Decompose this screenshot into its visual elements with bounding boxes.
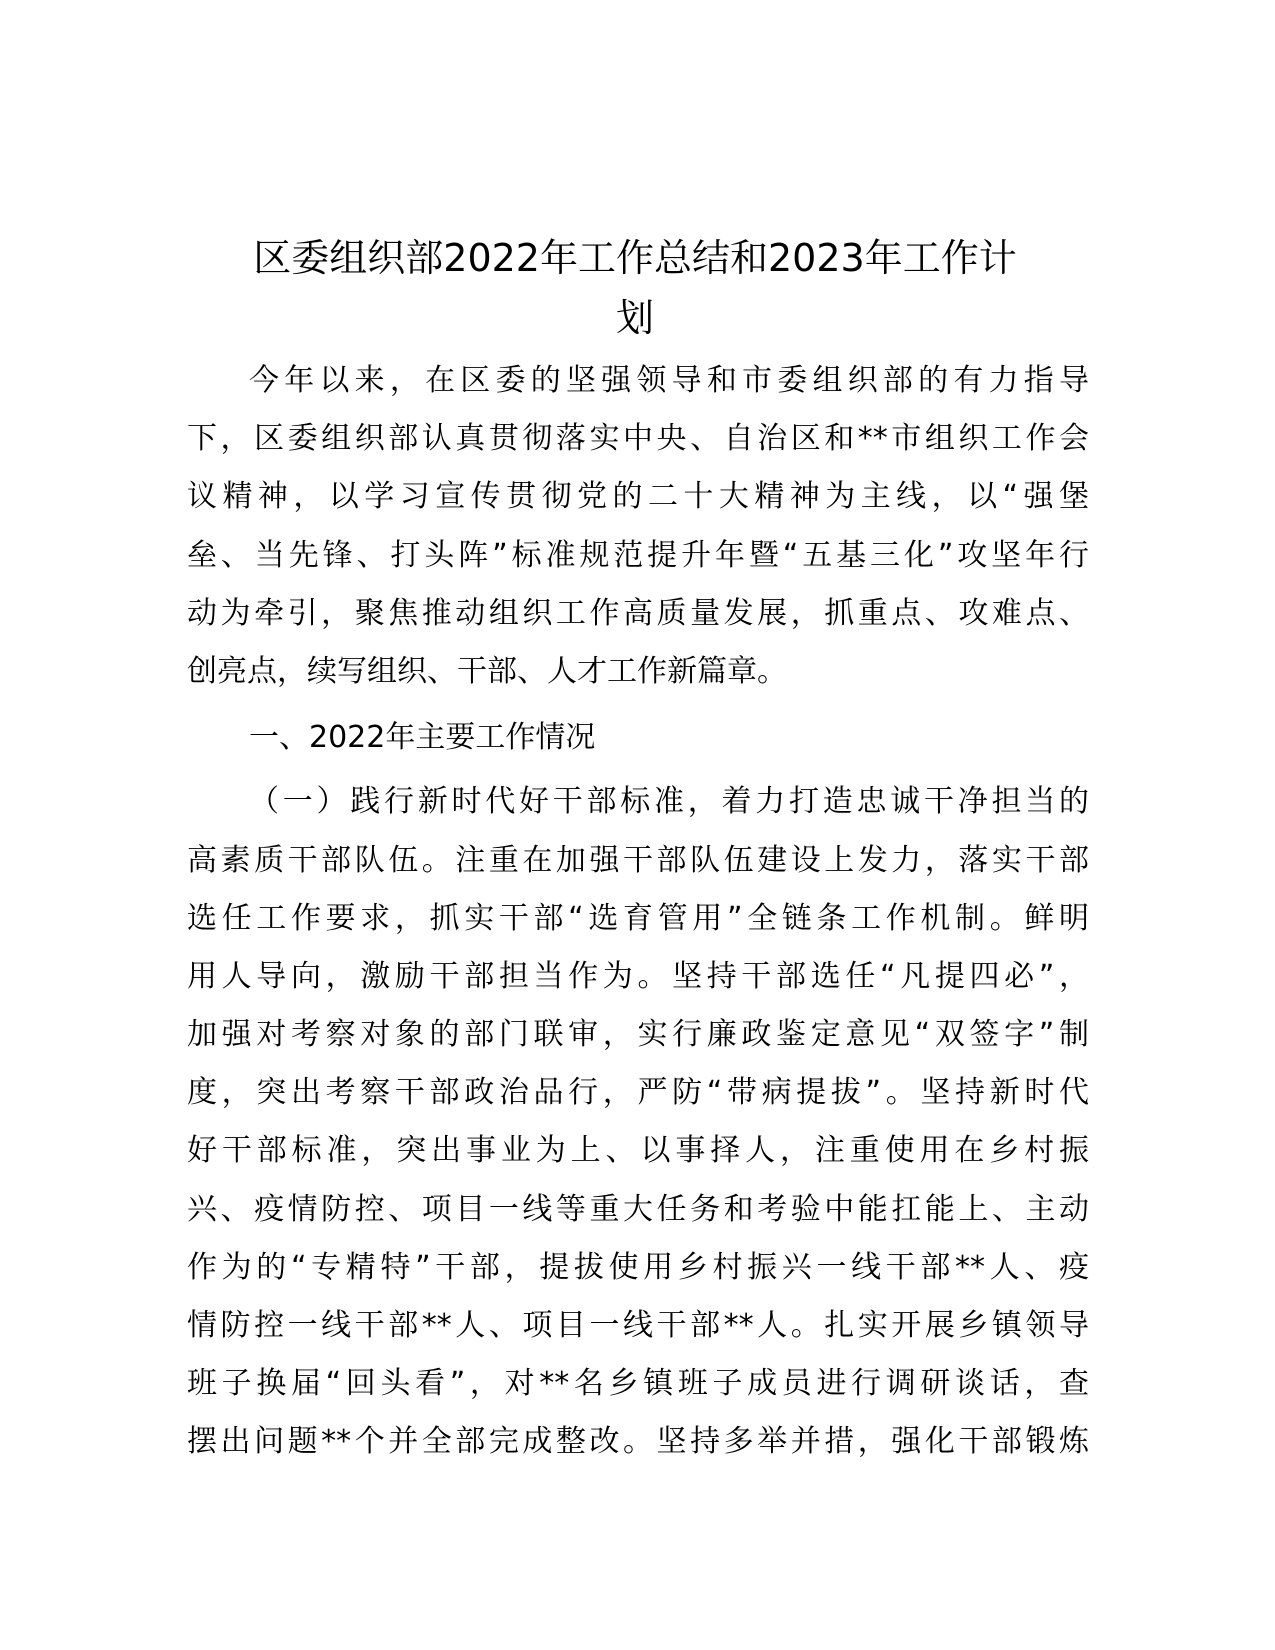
paragraph-line: 好干部标准，突出事业为上、以事择人，注重使用在乡村振 (187, 1133, 1089, 1169)
paragraph-line: 议精神，以学习宣传贯彻党的二十大精神为主线，以“强堡 (187, 479, 1089, 515)
paragraph-line: 摆出问题**个并全部完成整改。坚持多举并措，强化干部锻炼 (187, 1424, 1089, 1460)
title-line: 区委组织部2022年工作总结和2023年工作计 (253, 236, 1017, 280)
paragraph-line: 今年以来，在区委的坚强领导和市委组织部的有力指导 (249, 363, 1089, 398)
document-body (187, 352, 1089, 1472)
paragraph-line: 创亮点，续写组织、干部、人才工作新篇章。 (187, 653, 787, 689)
paragraph-line: 高素质干部队伍。注重在加强干部队伍建设上发力，落实干部 (187, 842, 1089, 878)
paragraph-line: 度，突出考察干部政治品行，严防“带病提拔”。坚持新时代 (187, 1075, 1089, 1111)
paragraph-line: 动为牵引，聚焦推动组织工作高质量发展，抓重点、攻难点、 (187, 595, 1089, 631)
paragraph-line: 垒、当先锋、打头阵”标准规范提升年暨“五基三化”攻坚年行 (187, 537, 1089, 573)
paragraph-line: 加强对考察对象的部门联审，实行廉政鉴定意见“双签字”制 (187, 1017, 1089, 1053)
section-paragraph (187, 773, 1089, 1471)
paragraph-line: 情防控一线干部**人、项目一线干部**人。扎实开展乡镇领导 (187, 1308, 1089, 1343)
section-heading: 一、2022年主要工作情况 (249, 720, 596, 756)
paragraph-line: 选任工作要求，抓实干部“选育管用”全链条工作机制。鲜明 (187, 900, 1089, 936)
paragraph-line: 下，区委组织部认真贯彻落实中央、自治区和**市组织工作会 (187, 421, 1089, 457)
paragraph-line: 作为的“专精特”干部，提拔使用乡村振兴一线干部**人、疫 (187, 1249, 1089, 1285)
title-line: 划 (615, 296, 654, 340)
paragraph-line: 用人导向，激励干部担当作为。坚持干部选任“凡提四必”， (187, 958, 1089, 994)
paragraph-line: （一）践行新时代好干部标准，着力打造忠诚干净担当的 (249, 784, 1089, 820)
document-title (150, 228, 1120, 348)
intro-paragraph (187, 352, 1089, 701)
paragraph-line: 班子换届“回头看”，对**名乡镇班子成员进行调研谈话，查 (187, 1366, 1089, 1402)
paragraph-line: 兴、疫情防控、项目一线等重大任务和考验中能扛能上、主动 (187, 1191, 1089, 1227)
